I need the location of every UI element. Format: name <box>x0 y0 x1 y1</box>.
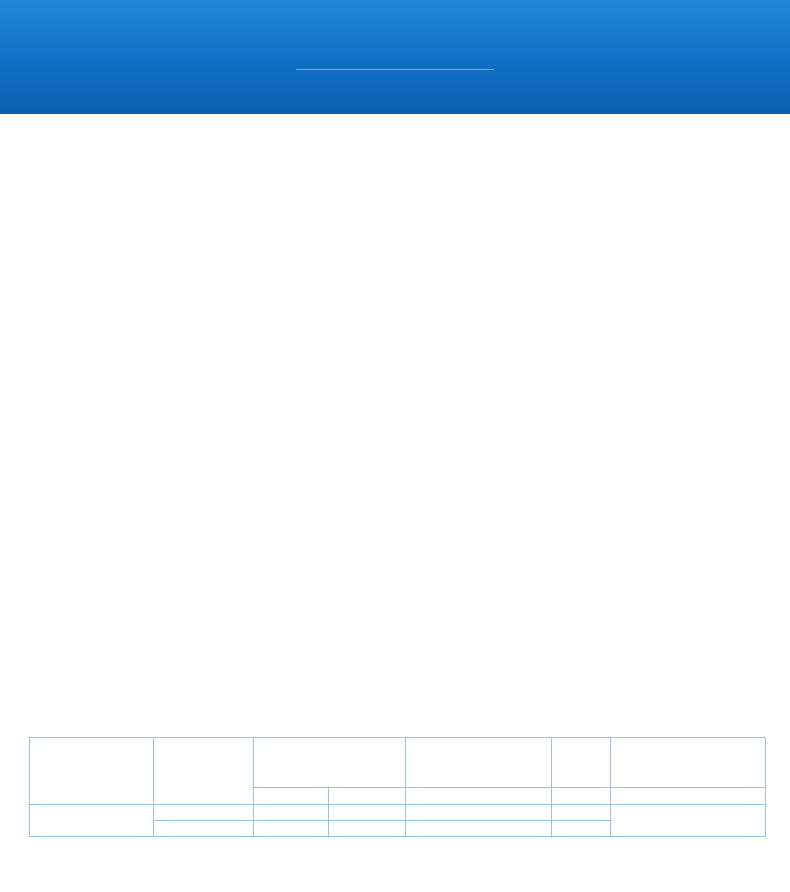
cell-dry <box>254 805 329 821</box>
unit-wet <box>329 788 406 805</box>
cell-material <box>154 821 254 837</box>
title-divider <box>296 69 494 70</box>
cell-load <box>406 805 552 821</box>
cell-wet <box>329 805 406 821</box>
belt-technical-drawing <box>0 114 790 668</box>
header-belt-type <box>30 738 154 805</box>
header-material <box>154 738 254 805</box>
cell-dry <box>254 821 329 837</box>
unit-radius <box>611 788 766 805</box>
header-banner <box>0 0 790 114</box>
header-load <box>406 738 552 788</box>
cell-weight <box>552 821 611 837</box>
header-weight <box>552 738 611 788</box>
unit-load <box>406 788 552 805</box>
cell-radius <box>611 805 766 837</box>
cell-wet <box>329 821 406 837</box>
cell-load <box>406 821 552 837</box>
spec-summary <box>18 674 788 699</box>
cell-material <box>154 805 254 821</box>
unit-dry <box>254 788 329 805</box>
header-radius <box>611 738 766 788</box>
header-temperature <box>254 738 406 788</box>
cell-weight <box>552 805 611 821</box>
unit-weight <box>552 788 611 805</box>
cell-model <box>30 805 154 837</box>
spec-table <box>29 737 766 837</box>
